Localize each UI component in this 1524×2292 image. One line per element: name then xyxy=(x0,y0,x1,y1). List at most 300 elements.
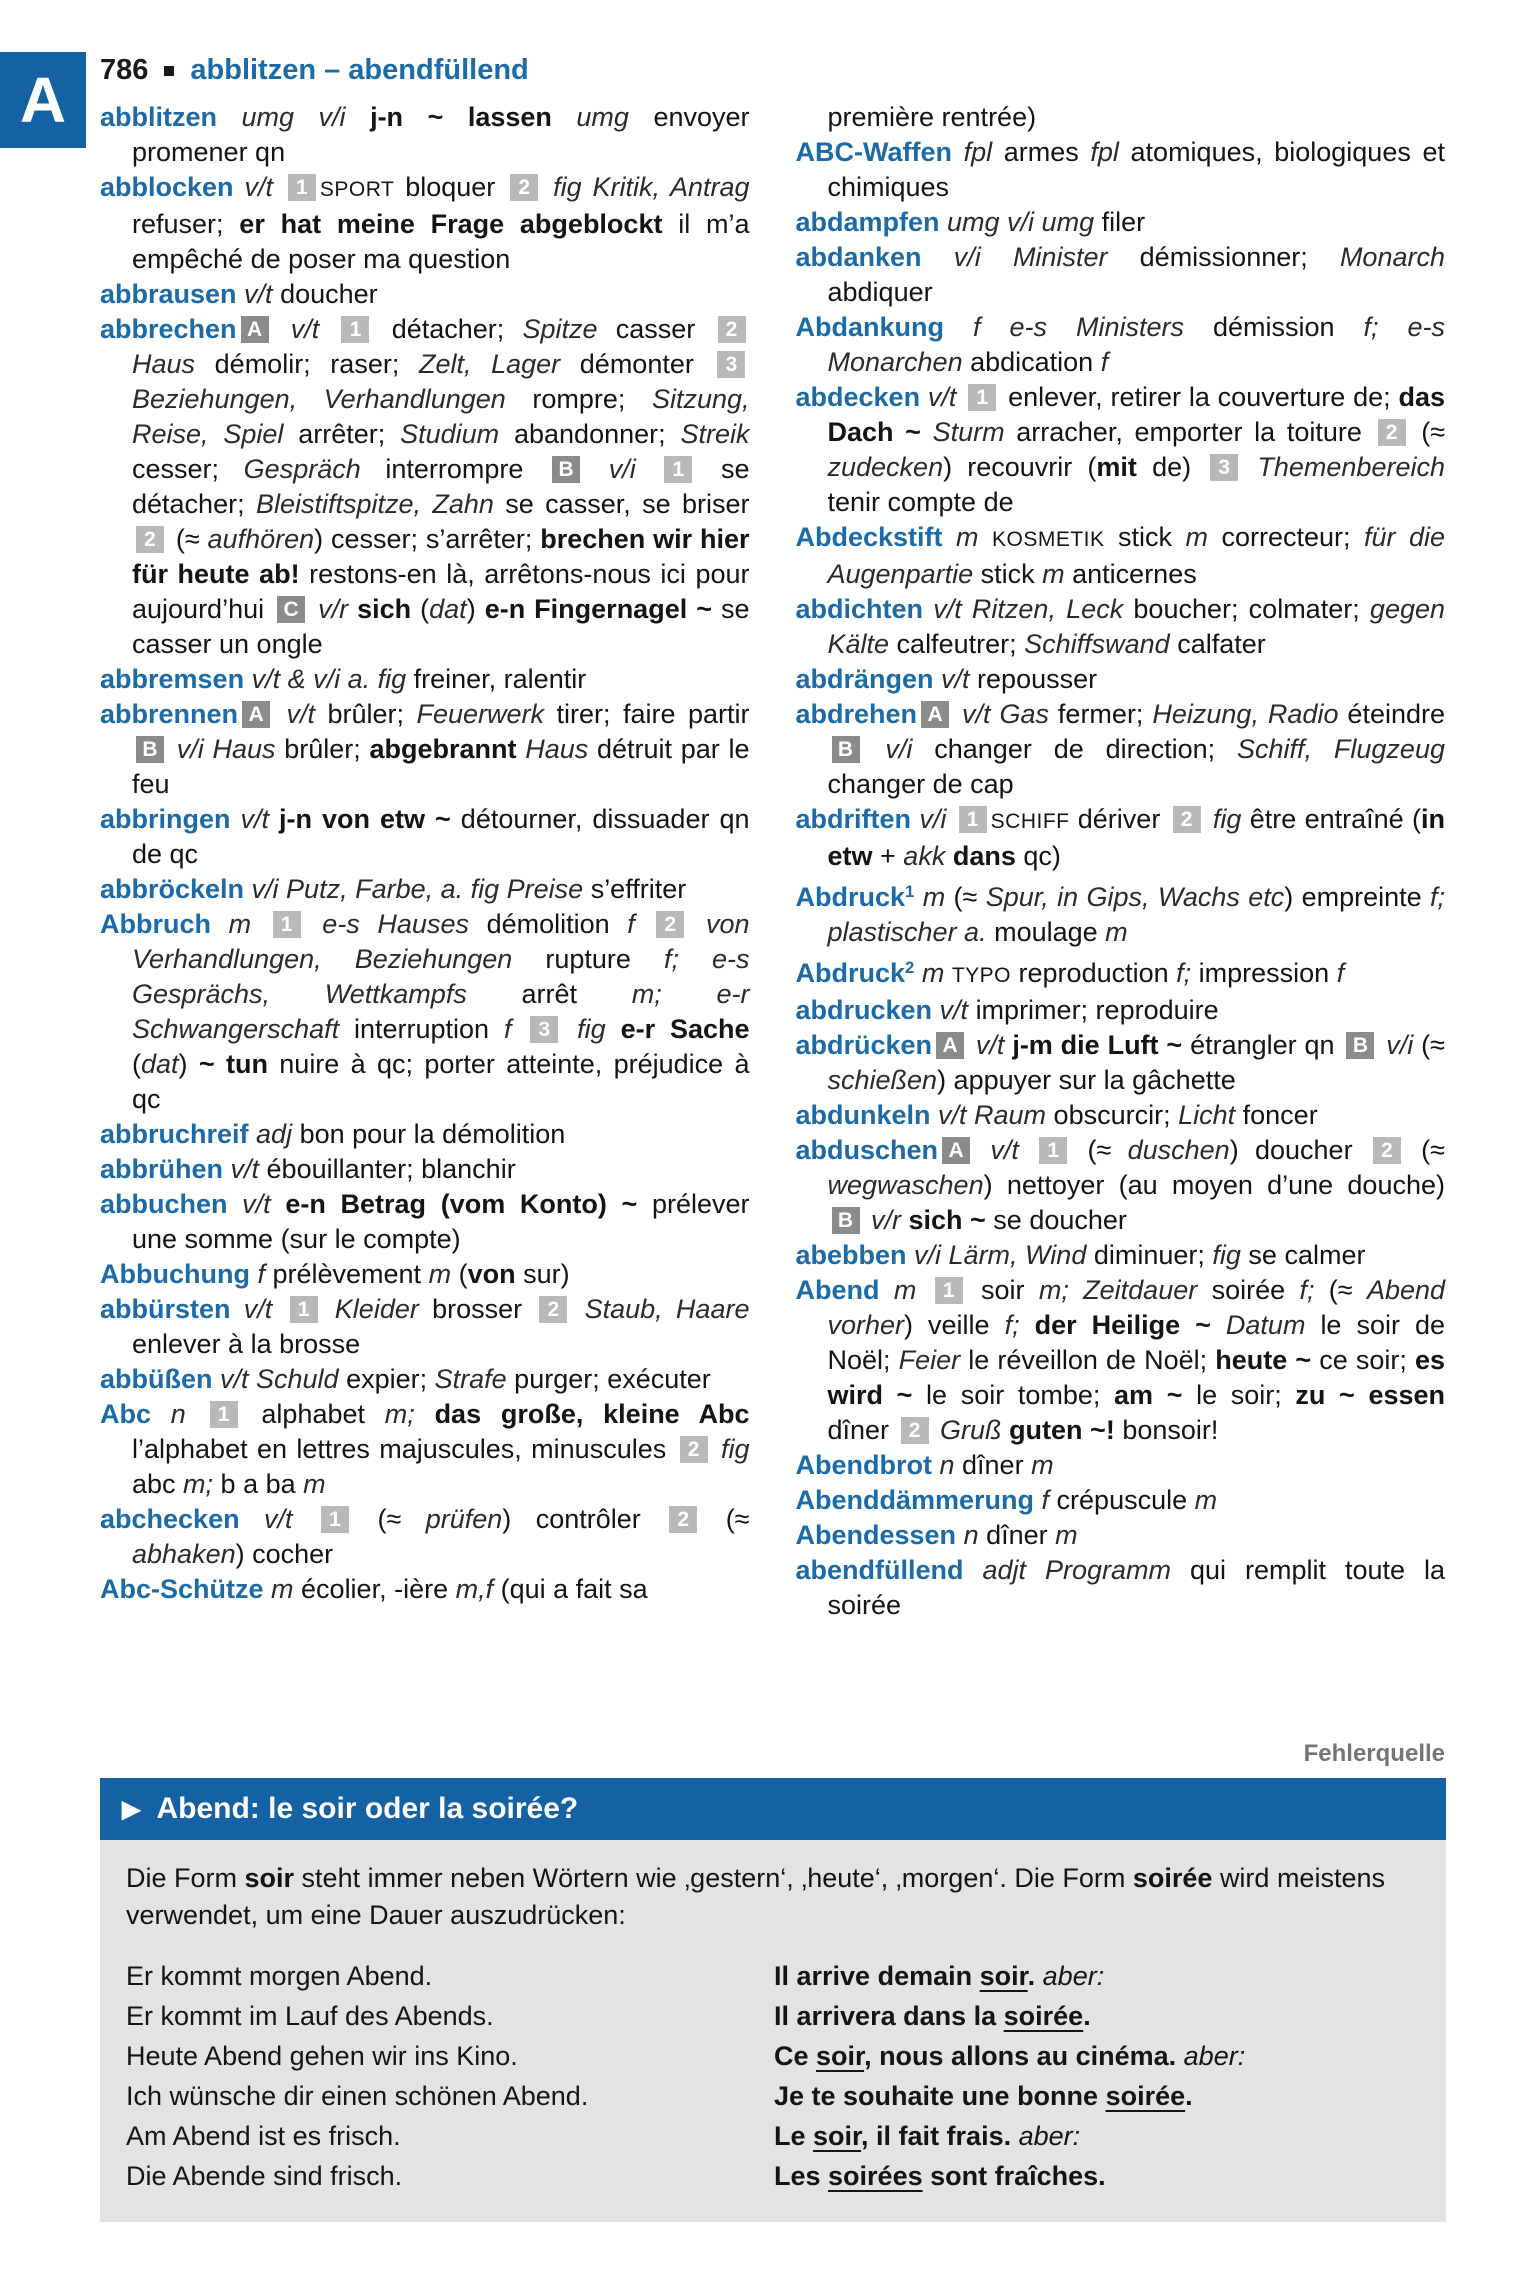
usage-intro xyxy=(126,1860,1418,1934)
text-segment: mit xyxy=(1096,452,1153,482)
text-segment: m xyxy=(1185,522,1222,552)
text-segment: m xyxy=(1031,1450,1054,1481)
text-segment: zu ~ essen xyxy=(1295,1380,1445,1411)
text-segment: le soir tombe; xyxy=(926,1380,1115,1411)
dictionary-entry xyxy=(100,907,750,1117)
example-row xyxy=(126,2156,1418,2196)
text-segment: sur) xyxy=(523,1259,570,1289)
text-segment: le soir de Noël; xyxy=(827,1310,1445,1376)
text-segment: e-n Betrag (vom Konto) ~ xyxy=(285,1189,652,1219)
text-segment: v/i Putz, Farbe, a. fig Preise xyxy=(244,874,591,904)
sense-letter-marker: A xyxy=(242,701,270,728)
text-segment: b a ba xyxy=(220,1469,304,1499)
dictionary-entry xyxy=(100,277,750,312)
text-segment: v/t Gas xyxy=(953,699,1058,729)
text-segment: Themenbereich xyxy=(1242,452,1445,482)
text-segment: v/t xyxy=(230,804,280,834)
text-segment: abhaken xyxy=(132,1539,236,1569)
page-header xyxy=(100,54,529,87)
text-segment: KOSMETIK xyxy=(991,528,1105,551)
text-segment: armes xyxy=(1003,137,1091,167)
dictionary-entry xyxy=(100,1292,750,1362)
text-segment: Bleistiftspitze, Zahn xyxy=(255,489,506,519)
headword: abdriften xyxy=(795,804,912,834)
text-segment: heute ~ xyxy=(1215,1345,1320,1376)
text-segment: e-n Fingernagel ~ xyxy=(484,594,721,624)
text-segment: soir xyxy=(244,1863,302,1893)
text-segment: schießen xyxy=(827,1065,938,1096)
text-segment: Heizung, Radio xyxy=(1152,699,1348,729)
example-french xyxy=(774,2076,1418,2116)
text-segment: Haus xyxy=(525,734,597,764)
sense-number-marker: 2 xyxy=(656,911,684,938)
text-segment: (≈ xyxy=(353,1504,426,1534)
sense-number-marker: 1 xyxy=(273,911,301,938)
dictionary-entry xyxy=(100,872,750,907)
text-segment: Gruß xyxy=(932,1415,1010,1446)
text-segment: (≈ xyxy=(1409,417,1446,447)
headword: abbringen xyxy=(100,804,231,834)
dictionary-entry xyxy=(100,1257,750,1292)
text-segment: m xyxy=(211,909,269,939)
headword: abebben xyxy=(795,1240,907,1271)
dictionary-entry xyxy=(796,1273,1446,1448)
text-segment: von xyxy=(467,1259,524,1289)
headword: ABC-Waffen xyxy=(795,137,952,167)
text-segment: Strafe xyxy=(434,1364,515,1394)
text-segment: qui remplit toute la soirée xyxy=(827,1555,1445,1621)
text-segment: f xyxy=(1100,347,1109,377)
text-segment: soir xyxy=(979,1961,1028,1991)
sense-number-marker: 2 xyxy=(669,1506,697,1533)
text-segment: ~ tun xyxy=(198,1049,280,1079)
text-segment: alphabet xyxy=(241,1399,385,1429)
text-segment: moulage xyxy=(994,917,1106,948)
dictionary-entry xyxy=(796,380,1446,520)
text-segment: première rentrée) xyxy=(827,102,1037,132)
sense-number-marker: 2 xyxy=(1373,1137,1401,1164)
text-segment: Je te souhaite une bonne xyxy=(774,2081,1106,2111)
text-segment: ) nettoyer (au moyen d’une douche) xyxy=(983,1170,1445,1201)
sense-letter-marker: A xyxy=(936,1032,964,1059)
text-segment: (≈ xyxy=(1328,1275,1367,1306)
example-german: Er kommt morgen Abend. xyxy=(126,1961,433,1991)
text-segment: tenir compte de xyxy=(827,487,1014,517)
sense-number-marker: 2 xyxy=(1173,806,1201,833)
page-number: 786 xyxy=(100,54,149,86)
text-segment: TYPO xyxy=(951,964,1012,988)
text-segment: Gespräch xyxy=(243,454,386,484)
headword: abdampfen xyxy=(795,207,940,237)
text-segment: freiner, ralentir xyxy=(413,664,587,694)
text-segment: v/t Ritzen, Leck xyxy=(923,594,1134,624)
sense-number-marker: 1 xyxy=(290,1296,318,1323)
text-segment: es wird ~ xyxy=(827,1345,1445,1411)
headword: abbuchen xyxy=(100,1189,228,1219)
text-segment: (≈ xyxy=(953,882,986,913)
text-segment: v/t xyxy=(932,995,976,1026)
text-segment: dat xyxy=(429,594,467,624)
sense-number-marker: 3 xyxy=(1210,454,1238,481)
usage-box xyxy=(100,1778,1446,2222)
text-segment: soir xyxy=(816,2041,865,2071)
text-segment: j-n ~ lassen xyxy=(370,102,577,132)
text-segment: détruit par le feu xyxy=(132,734,750,799)
sense-number-marker: 2 xyxy=(1378,419,1406,446)
text-segment: casser xyxy=(615,314,714,344)
dictionary-entry xyxy=(100,1117,750,1152)
text-segment: v/t xyxy=(933,664,978,694)
text-segment: m,f xyxy=(455,1574,501,1604)
text-segment: fermer; xyxy=(1057,699,1153,729)
dictionary-entry xyxy=(796,993,1446,1028)
dictionary-entry xyxy=(100,100,750,170)
dictionary-entry xyxy=(796,135,1446,205)
text-segment: duschen xyxy=(1127,1135,1230,1166)
text-segment: abgebrannt xyxy=(369,734,526,764)
text-segment: m xyxy=(914,882,954,913)
example-row xyxy=(126,2116,1418,2156)
text-segment: v/i xyxy=(584,454,661,484)
text-segment: anticernes xyxy=(1072,559,1197,589)
text-segment: diminuer; xyxy=(1093,1240,1213,1271)
usage-examples xyxy=(126,1956,1418,2196)
text-segment: ( xyxy=(132,1049,141,1079)
text-segment: v/i Lärm, Wind xyxy=(906,1240,1094,1271)
text-segment: dériver xyxy=(1069,804,1169,834)
text-segment: f; xyxy=(1299,1275,1329,1306)
text-segment: enlever à la brosse xyxy=(132,1329,361,1359)
text-segment: 2 xyxy=(905,958,915,978)
sense-number-marker: 3 xyxy=(530,1016,558,1043)
text-segment: fig xyxy=(1204,804,1250,834)
text-segment: Zelt, Lager xyxy=(418,349,580,379)
text-segment: Haus xyxy=(132,349,215,379)
text-segment: soirée xyxy=(1003,2001,1084,2031)
dictionary-entry xyxy=(100,170,750,277)
text-segment: purger; exécuter xyxy=(514,1364,711,1394)
dictionary-entry xyxy=(100,802,750,872)
dictionary-entry xyxy=(796,1098,1446,1133)
text-segment: m xyxy=(1042,559,1073,589)
text-segment: v/t xyxy=(968,1030,1013,1061)
text-segment: soirée xyxy=(1105,2081,1186,2111)
sense-number-marker: 2 xyxy=(136,526,164,553)
text-segment: repousser xyxy=(977,664,1098,694)
text-segment: bloquer xyxy=(394,172,507,202)
text-segment: 1 xyxy=(905,882,915,901)
text-segment: démissionner; xyxy=(1139,242,1340,272)
dictionary-entry xyxy=(796,662,1446,697)
sense-letter-marker: A xyxy=(942,1137,970,1164)
text-segment: enlever, retirer la couverture de; xyxy=(1000,382,1399,412)
text-segment: reproduction xyxy=(1011,958,1177,989)
text-segment: l’alphabet en lettres majuscules, minuscules xyxy=(132,1434,676,1464)
text-segment: m xyxy=(263,1574,302,1604)
text-segment: démolir; raser; xyxy=(214,349,419,379)
text-segment: sich xyxy=(357,594,421,624)
headword: Abc-Schütze xyxy=(100,1574,264,1604)
text-segment: Studium xyxy=(400,419,514,449)
headword: Abenddämmerung xyxy=(795,1485,1035,1516)
bullet-separator-icon xyxy=(164,66,174,76)
sense-letter-marker: B xyxy=(552,456,580,483)
dictionary-entry xyxy=(796,1553,1446,1623)
text-segment: aber: xyxy=(1042,1961,1105,1991)
text-segment: adjt Programm xyxy=(963,1555,1190,1586)
text-segment: v/r xyxy=(863,1205,909,1236)
text-segment: impression xyxy=(1198,958,1337,989)
sense-number-marker: 1 xyxy=(341,316,369,343)
text-segment: sich ~ xyxy=(908,1205,994,1236)
text-segment: ( xyxy=(420,594,430,624)
text-segment: nuire à qc; porter atteinte, préjudice à qc xyxy=(132,1049,750,1114)
dictionary-entry xyxy=(100,1187,750,1257)
headword: abduschen xyxy=(795,1135,939,1166)
text-segment: f xyxy=(1034,1485,1057,1516)
text-segment: Feier xyxy=(898,1345,969,1376)
headword: abdichten xyxy=(795,594,924,624)
text-segment: v/r xyxy=(309,594,358,624)
left-column xyxy=(100,100,750,1623)
text-segment: Beziehungen, Verhandlungen xyxy=(132,384,533,414)
text-segment: Spitze xyxy=(522,314,616,344)
example-row xyxy=(126,2076,1418,2116)
text-segment: f xyxy=(249,1259,273,1289)
headword: Abbruch xyxy=(100,909,211,939)
dictionary-entry xyxy=(796,1238,1446,1273)
text-segment: ) contrôler xyxy=(502,1504,666,1534)
text-segment: Spur, in Gips, Wachs etc xyxy=(985,882,1285,913)
text-segment: akk xyxy=(903,841,953,871)
text-segment: fig xyxy=(1212,1240,1249,1271)
headword: abbrühen xyxy=(100,1154,224,1184)
text-segment: f; e-s Monarchen xyxy=(827,312,1446,377)
text-segment: aber: xyxy=(1018,2121,1081,2151)
dictionary-entry xyxy=(796,592,1446,662)
text-segment: guten ~! xyxy=(1009,1415,1123,1446)
text-segment: calfater xyxy=(1177,629,1266,659)
text-segment: obscurcir; xyxy=(1053,1100,1179,1131)
sense-letter-marker: B xyxy=(136,736,164,763)
dictionary-entry xyxy=(100,1397,750,1502)
text-segment: ) veille xyxy=(904,1310,1005,1341)
text-segment: bon pour la démolition xyxy=(299,1119,566,1149)
text-segment: brosser xyxy=(432,1294,536,1324)
example-row xyxy=(126,1996,1418,2036)
text-segment: atomiques, biologiques et chimiques xyxy=(827,137,1445,202)
text-segment: von Verhandlungen, Beziehungen xyxy=(132,909,750,974)
text-segment: cesser; xyxy=(132,454,244,484)
text-segment: e-r Sache xyxy=(620,1014,750,1044)
example-german: Die Abende sind frisch. xyxy=(126,2161,403,2191)
text-segment: v/t xyxy=(239,1504,317,1534)
text-segment: Sitzung, Reise, Spiel xyxy=(132,384,750,449)
text-segment: soirée xyxy=(1132,1863,1220,1893)
headword: abbremsen xyxy=(100,664,245,694)
text-segment: abdiquer xyxy=(827,277,933,307)
dictionary-entry xyxy=(100,1572,750,1607)
text-segment: se casser un ongle xyxy=(132,594,750,659)
text-segment: abandonner; xyxy=(513,419,681,449)
text-segment: e-s Hauses xyxy=(304,909,487,939)
text-segment: détacher; xyxy=(373,314,523,344)
headword: abendfüllend xyxy=(795,1555,964,1586)
text-segment: arrêt xyxy=(521,979,632,1009)
sense-number-marker: 1 xyxy=(210,1401,238,1428)
usage-box-label: Fehlerquelle xyxy=(1303,1740,1445,1767)
text-segment: Feuerwerk xyxy=(416,699,557,729)
headword: abdrücken xyxy=(795,1030,933,1061)
headword: abbüßen xyxy=(100,1364,213,1394)
text-segment: sont fraîches. xyxy=(922,2161,1106,2191)
text-segment: Schiffswand xyxy=(1024,629,1178,659)
text-segment: m; e-r Schwangerschaft xyxy=(132,979,750,1044)
text-segment: soir xyxy=(966,1275,1039,1306)
dictionary-entry xyxy=(100,662,750,697)
example-german: Er kommt im Lauf des Abends. xyxy=(126,2001,494,2031)
text-segment: f xyxy=(627,909,653,939)
text-segment: ce soir; xyxy=(1319,1345,1415,1376)
dictionary-entry xyxy=(796,1483,1446,1518)
text-segment: calfeutrer; xyxy=(896,629,1025,659)
text-segment: ) empreinte xyxy=(1284,882,1431,913)
dictionary-entry xyxy=(100,1152,750,1187)
dictionary-entry xyxy=(796,520,1446,592)
text-segment: dîner xyxy=(827,1415,897,1446)
headword: abdanken xyxy=(795,242,922,272)
text-segment: fpl xyxy=(1090,137,1131,167)
text-segment: v/t xyxy=(274,699,328,729)
text-segment: ébouillanter; blanchir xyxy=(266,1154,516,1184)
dictionary-entry xyxy=(796,950,1446,993)
headword: Abendessen xyxy=(795,1520,957,1551)
sense-number-marker: 1 xyxy=(664,456,692,483)
text-segment: v/t xyxy=(233,172,284,202)
text-segment: démolition xyxy=(486,909,628,939)
example-french xyxy=(774,2156,1418,2196)
text-segment: refuser; xyxy=(132,209,240,239)
sense-letter-marker: A xyxy=(921,701,949,728)
text-segment: m xyxy=(1194,1485,1218,1516)
text-segment: f; e-s Gesprächs, Wettkampfs xyxy=(132,944,750,1009)
text-segment: prélever une somme (sur le compte) xyxy=(132,1189,750,1254)
text-segment: démonter xyxy=(579,349,714,379)
usage-box-title xyxy=(100,1778,1446,1840)
text-segment: am ~ xyxy=(1114,1380,1197,1411)
text-segment: soir xyxy=(813,2121,862,2151)
headword: Abbuchung xyxy=(100,1259,250,1289)
text-segment: f; xyxy=(1176,958,1199,989)
text-segment: se calmer xyxy=(1248,1240,1366,1271)
text-segment: SCHIFF xyxy=(990,810,1070,833)
headword: Abend xyxy=(795,1275,880,1306)
text-segment: ) recouvrir ( xyxy=(943,452,1097,482)
sense-number-marker: 2 xyxy=(680,1436,708,1463)
text-segment: arrêter; xyxy=(298,419,401,449)
text-segment: ) cocher xyxy=(235,1539,334,1569)
text-segment: crépuscule xyxy=(1056,1485,1195,1516)
text-segment: fpl xyxy=(951,137,1004,167)
sense-number-marker: 1 xyxy=(321,1506,349,1533)
headword: abblocken xyxy=(100,172,234,202)
sense-letter-marker: B xyxy=(1346,1032,1374,1059)
text-segment: se détacher; xyxy=(132,454,750,519)
text-segment: dîner xyxy=(986,1520,1056,1551)
text-segment: Le xyxy=(774,2121,814,2151)
headword: Abdruck xyxy=(795,958,906,989)
example-french xyxy=(774,1956,1418,1996)
sense-number-marker: 2 xyxy=(718,316,746,343)
example-row xyxy=(126,2036,1418,2076)
text-segment: ) cesser; s’arrêter; xyxy=(314,524,541,554)
text-segment: umg v/i umg xyxy=(939,207,1102,237)
text-segment: v/t xyxy=(230,1294,286,1324)
text-segment: zudecken xyxy=(827,452,944,482)
text-segment: m xyxy=(303,1469,326,1499)
text-segment: ( xyxy=(458,1259,468,1289)
text-segment: ) xyxy=(466,594,485,624)
play-triangle-icon: ▶ xyxy=(122,1796,141,1823)
text-segment: f; plastischer a. xyxy=(827,882,1446,948)
text-segment: restons-en là, arrêtons-nous ici pour aujourd’hui xyxy=(132,559,750,624)
text-segment: v/t xyxy=(920,382,965,412)
dictionary-entry xyxy=(796,1028,1446,1098)
headword: Abdeckstift xyxy=(795,522,943,552)
text-segment: être entraîné ( xyxy=(1249,804,1421,834)
sense-number-marker: 2 xyxy=(901,1417,929,1444)
headword: abdrängen xyxy=(795,664,934,694)
text-segment: stick xyxy=(980,559,1043,589)
text-segment: interrompre xyxy=(385,454,549,484)
text-segment: m xyxy=(942,522,992,552)
dictionary-entry xyxy=(796,802,1446,874)
text-segment: étrangler qn xyxy=(1190,1030,1343,1061)
text-segment: v/t xyxy=(227,1189,286,1219)
text-segment: + xyxy=(880,841,904,871)
example-german: Ich wünsche dir einen schönen Abend. xyxy=(126,2081,589,2111)
text-segment: v/i xyxy=(1378,1030,1422,1061)
text-segment: Sturm xyxy=(932,417,1017,447)
headword: abdrucken xyxy=(795,995,933,1026)
text-segment: Licht xyxy=(1178,1100,1243,1131)
text-segment: stick xyxy=(1104,522,1186,552)
text-segment: Die Form xyxy=(126,1863,245,1893)
text-segment: in etw xyxy=(827,804,1445,871)
text-segment: SPORT xyxy=(319,178,395,201)
text-segment: m; Zeitdauer xyxy=(1038,1275,1212,1306)
dictionary-entry xyxy=(796,874,1446,950)
text-segment: v/t Raum xyxy=(930,1100,1054,1131)
text-segment: das Dach ~ xyxy=(827,382,1445,447)
text-segment: (≈ xyxy=(701,1504,750,1534)
sense-number-marker: 3 xyxy=(717,351,745,378)
text-segment: dat xyxy=(141,1049,179,1079)
text-segment: Abend vorher xyxy=(827,1275,1446,1341)
text-segment: brûler; xyxy=(327,699,417,729)
text-segment: foncer xyxy=(1242,1100,1318,1131)
sense-number-marker: 1 xyxy=(288,174,316,201)
text-segment: m; xyxy=(183,1469,221,1499)
text-segment: s’effriter xyxy=(590,874,687,904)
dictionary-entry xyxy=(796,1518,1446,1553)
text-segment: (≈ xyxy=(1071,1135,1128,1166)
text-segment: er hat meine Frage abgeblockt xyxy=(239,209,679,239)
text-segment: m; xyxy=(384,1399,435,1429)
sense-number-marker: 1 xyxy=(1039,1137,1067,1164)
text-segment: boucher; colmater; xyxy=(1133,594,1370,624)
text-segment: adj xyxy=(248,1119,300,1149)
